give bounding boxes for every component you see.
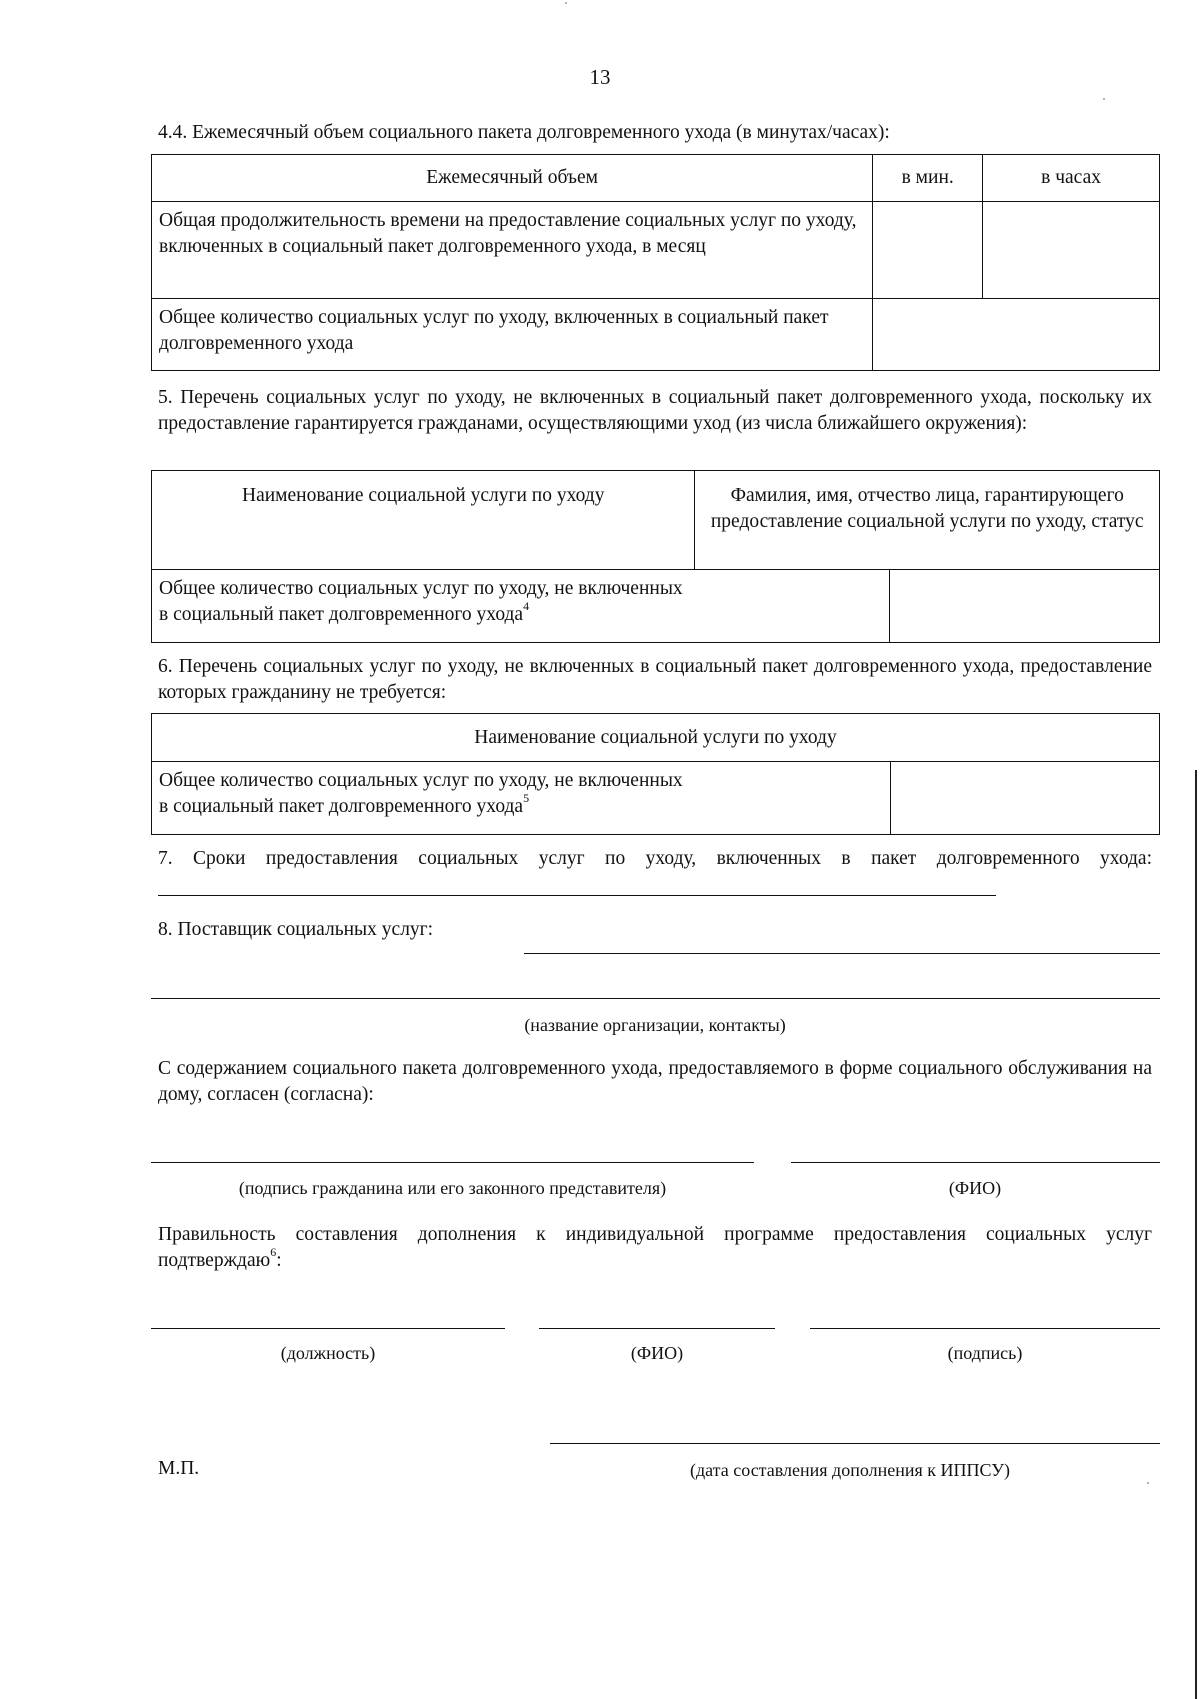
sec6-total-value-cell[interactable] (891, 762, 1160, 835)
caregiver-services-table (151, 470, 1160, 643)
row-total-count-label: Общее количество социальных услуг по уходу, включенных в социальный пакет долговременного ухода (152, 299, 873, 371)
col-service-name-header-6: Наименование социальной услуги по уходу (152, 714, 1160, 762)
scan-edge-line (1195, 770, 1197, 1699)
sec6-total-label (152, 762, 891, 835)
citizen-signature-line[interactable] (151, 1162, 754, 1163)
sec5-total-value-cell[interactable] (890, 570, 1160, 643)
section-8-heading: 8. Поставщик социальных услуг: (158, 919, 434, 940)
consent-text: С содержанием социального пакета долговременного ухода, предоставляемого в форме социального обслуживания на дому, согласен (согласна): (158, 1058, 1152, 1105)
scan-speck (1147, 1482, 1149, 1484)
official-fio-caption: (ФИО) (630, 1343, 684, 1363)
monthly-volume-table (151, 154, 1160, 371)
row-total-time-label: Общая продолжительность времени на предоставление социальных услуг по уходу, включенных в социальный пакет долговременного ухода, в месяц (152, 202, 873, 299)
footnote-5: 5 (523, 790, 530, 805)
not-required-services-table (151, 713, 1160, 835)
date-input-line[interactable] (550, 1443, 1160, 1444)
sec5-total-label (152, 570, 890, 643)
section-5-heading: 5. Перечень социальных услуг по уходу, не включенных в социальный пакет долговременного ухода, поскольку их предоставление гарантируется гражданами, осуществляющими уход (из числа ближайшего окружения): (158, 387, 1152, 434)
confirm-text-colon: : (276, 1250, 282, 1271)
official-position-line[interactable] (151, 1328, 505, 1329)
footnote-4: 4 (523, 598, 530, 613)
official-position-caption: (должность) (280, 1343, 376, 1363)
total-time-minutes-cell[interactable] (873, 202, 983, 299)
stamp-mark: М.П. (158, 1458, 200, 1479)
date-caption: (дата составления дополнения к ИППСУ) (690, 1460, 1010, 1480)
provider-input-line-2[interactable] (151, 998, 1160, 999)
provider-input-line-1[interactable] (524, 953, 1160, 954)
col-volume-header: Ежемесячный объем (152, 155, 873, 202)
official-signature-caption: (подпись) (947, 1343, 1023, 1363)
scan-speck (1103, 98, 1105, 100)
confirm-text-body: Правильность составления дополнения к индивидуальной программе предоставления социальных услуг подтверждаю (158, 1224, 1152, 1271)
total-time-hours-cell[interactable] (983, 202, 1160, 299)
citizen-fio-caption: (ФИО) (948, 1178, 1002, 1198)
section-4-4-heading: 4.4. Ежемесячный объем социального пакета долговременного ухода (в минутах/часах): (158, 122, 890, 143)
section-7-heading: 7. Сроки предоставления социальных услуг по уходу, включенных в пакет долговременного ухода: (158, 848, 1152, 869)
total-count-cell[interactable] (873, 299, 1160, 371)
scan-speck (565, 2, 567, 4)
citizen-fio-line[interactable] (791, 1162, 1160, 1163)
official-signature-line[interactable] (810, 1328, 1160, 1329)
col-hours-header: в часах (983, 155, 1160, 202)
sec6-total-line1: Общее количество социальных услуг по уходу, не включенных (159, 770, 683, 791)
col-person-header: Фамилия, имя, отчество лица, гарантирующего предоставление социальной услуги по уходу, статус (695, 471, 1160, 570)
sec5-total-line2: в социальный пакет долговременного ухода (159, 604, 524, 625)
sec6-total-line2: в социальный пакет долговременного ухода (159, 796, 524, 817)
citizen-signature-caption: (подпись гражданина или его законного представителя) (238, 1178, 667, 1198)
footnote-6: 6 (270, 1244, 277, 1259)
provider-caption: (название организации, контакты) (524, 1015, 786, 1035)
col-minutes-header: в мин. (873, 155, 983, 202)
terms-input-line[interactable] (158, 895, 996, 896)
page-number: 13 (589, 65, 611, 89)
official-fio-line[interactable] (539, 1328, 775, 1329)
section-6-heading: 6. Перечень социальных услуг по уходу, не включенных в социальный пакет долговременного ухода, предоставление которых гражданину не требуется: (158, 656, 1152, 703)
col-service-name-header: Наименование социальной услуги по уходу (152, 471, 695, 570)
confirm-text (158, 1222, 1152, 1274)
sec5-total-line1: Общее количество социальных услуг по уходу, не включенных (159, 578, 683, 599)
